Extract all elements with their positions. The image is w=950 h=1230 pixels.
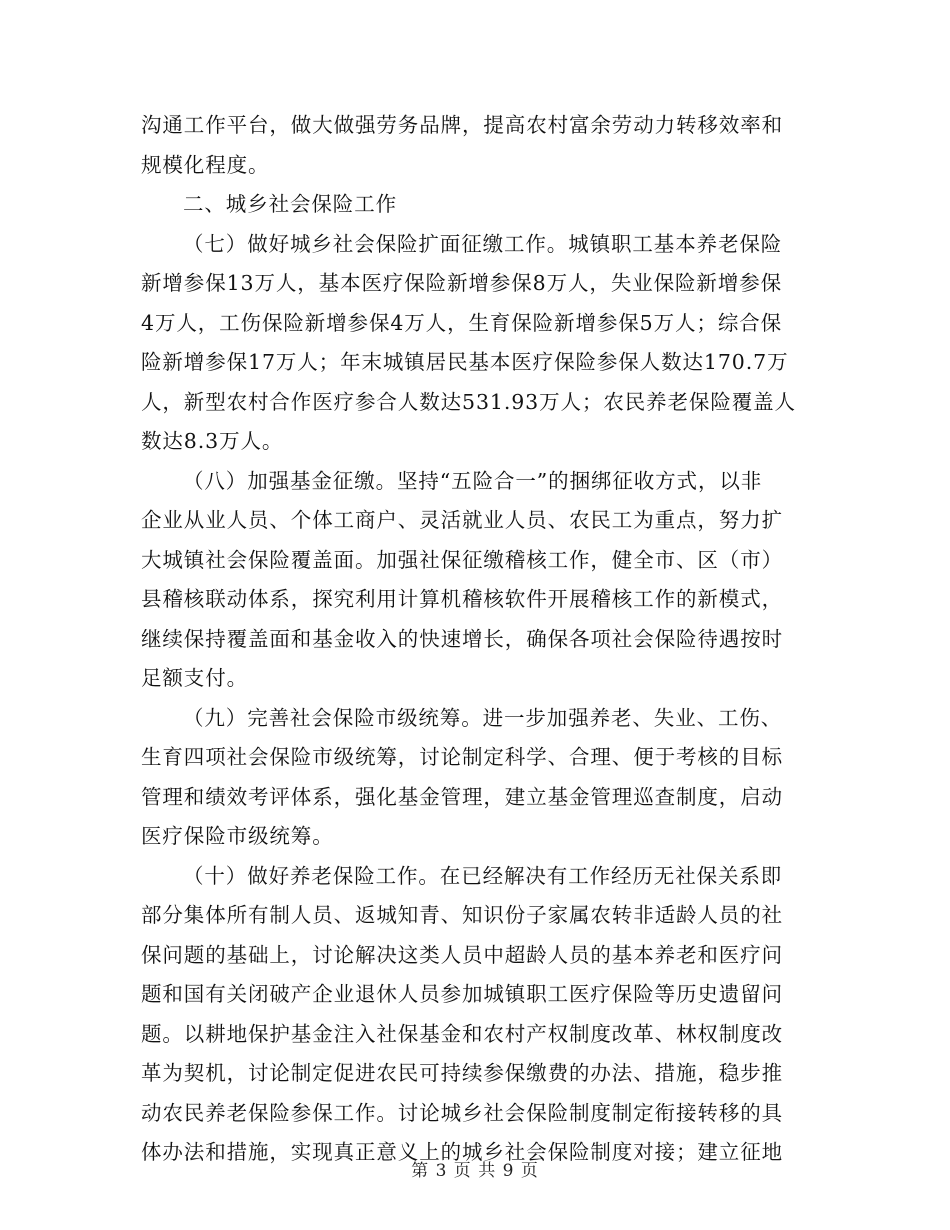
text-line: （九）完善社会保险市级统筹。进一步加强养老、失业、工伤、 — [183, 705, 783, 730]
paragraph — [141, 462, 811, 699]
document-body — [141, 106, 811, 1173]
text-line: 医疗保险市级统筹。 — [141, 824, 334, 848]
text-line: 部分集体所有制人员、返城知青、知识份子家属农转非适龄人员的社 — [141, 903, 783, 927]
text-line: 继续保持覆盖面和基金收入的快速增长，确保各项社会保险待遇按时 — [141, 626, 783, 651]
text-line: 体办法和措施，实现真正意义上的城乡社会保险制度对接；建立征地 — [141, 1140, 783, 1164]
text-line: 企业从业人员、个体工商户、灵活就业人员、农民工为重点，努力扩 — [141, 508, 783, 532]
text-line: 大城镇社会保险覆盖面。加强社保征缴稽核工作，健全市、区（市） — [141, 547, 783, 572]
text-line: 4万人，工伤保险新增参保4万人，生育保险新增参保5万人；综合保 — [141, 310, 783, 335]
text-line: 管理和绩效考评体系，强化基金管理，建立基金管理巡查制度，启动 — [141, 784, 783, 809]
text-line: 题和国有关闭破产企业退休人员参加城镇职工医疗保险等历史遗留问 — [141, 982, 783, 1006]
text-line: （七）做好城乡社会保险扩面征缴工作。城镇职工基本养老保险 — [183, 231, 783, 256]
text-line: 人，新型农村合作医疗参合人数达531.93万人；农民养老保险覆盖人 — [141, 389, 796, 414]
text-line: （十）做好养老保险工作。在已经解决有工作经历无社保关系即 — [183, 863, 783, 888]
text-line: 险新增参保17万人；年末城镇居民基本医疗保险参保人数达170.7万 — [141, 350, 789, 374]
text-line: 数达8.3万人。 — [141, 429, 284, 453]
paragraph — [141, 857, 811, 1173]
text-line: 动农民养老保险参保工作。讨论城乡社会保险制度制定衔接转移的具 — [141, 1100, 783, 1125]
paragraph — [141, 699, 811, 857]
text-line: 题。以耕地保护基金注入社保基金和农村产权制度改革、林权制度改 — [141, 1021, 783, 1046]
text-line: 二、城乡社会保险工作 — [183, 192, 397, 216]
text-line: 沟通工作平台，做大做强劳务品牌，提高农村富余劳动力转移效率和 — [141, 113, 783, 137]
section-heading — [141, 185, 811, 225]
text-line: 县稽核联动体系，探究利用计算机稽核软件开展稽核工作的新模式， — [141, 587, 783, 611]
paragraph — [141, 106, 811, 185]
text-line: 新增参保13万人，基本医疗保险新增参保8万人，失业保险新增参保 — [141, 271, 783, 295]
text-line: 革为契机，讨论制定促进农民可持续参保缴费的办法、措施，稳步推 — [141, 1061, 783, 1085]
text-line: 规模化程度。 — [141, 152, 270, 177]
paragraph — [141, 225, 811, 462]
text-line: 生育四项社会保险市级统筹，讨论制定科学、合理、便于考核的目标 — [141, 745, 783, 769]
text-line: 足额支付。 — [141, 666, 248, 690]
page-footer: 第 3 页 共 9 页 — [411, 1161, 539, 1181]
text-line: （八）加强基金征缴。坚持“五险合一”的捆绑征收方式，以非 — [183, 468, 763, 493]
text-line: 保问题的基础上，讨论解决这类人员中超龄人员的基本养老和医疗问 — [141, 942, 783, 967]
